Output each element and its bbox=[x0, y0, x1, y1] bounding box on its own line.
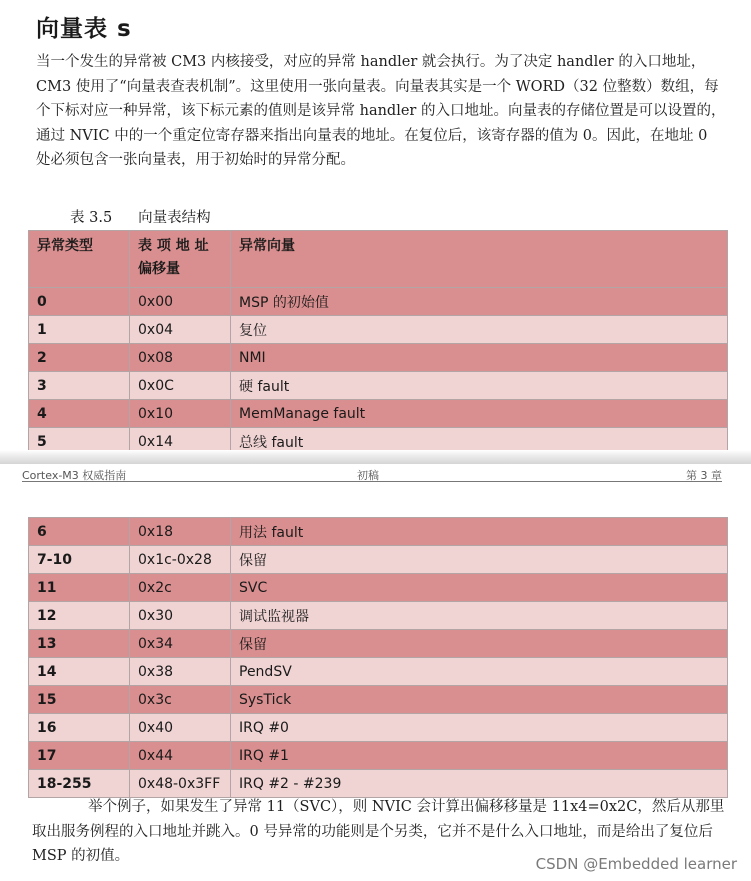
cell-offset: 0x38 bbox=[130, 658, 231, 686]
table-row bbox=[29, 372, 728, 400]
table-row bbox=[29, 400, 728, 428]
table-row bbox=[29, 714, 728, 742]
cell-type: 12 bbox=[29, 602, 130, 630]
caption-text: 向量表结构 bbox=[138, 210, 211, 226]
header-offset bbox=[130, 231, 231, 288]
csdn-watermark: CSDN @Embedded learner bbox=[535, 855, 737, 873]
header-offset-line2: 偏移量 bbox=[138, 261, 180, 277]
cell-type: 1 bbox=[29, 316, 130, 344]
page-header-center: 初稿 bbox=[357, 469, 379, 482]
page-header-left: Cortex-M3 权威指南 bbox=[22, 469, 127, 482]
table-row bbox=[29, 546, 728, 574]
vector-table-part1 bbox=[28, 230, 728, 456]
cell-offset: 0x0C bbox=[130, 372, 231, 400]
page-header-right: 第 3 章 bbox=[686, 469, 722, 482]
cell-vector: 保留 bbox=[231, 546, 728, 574]
cell-offset: 0x10 bbox=[130, 400, 231, 428]
table-caption bbox=[70, 206, 237, 227]
caption-number: 表 3.5 bbox=[70, 210, 113, 226]
table-row bbox=[29, 770, 728, 798]
header-exception-type: 异常类型 bbox=[29, 231, 130, 288]
cell-type: 16 bbox=[29, 714, 130, 742]
table-row bbox=[29, 602, 728, 630]
cell-vector: 总线 fault bbox=[231, 428, 728, 456]
page-header bbox=[22, 467, 722, 482]
cell-type: 18-255 bbox=[29, 770, 130, 798]
cell-vector: 用法 fault bbox=[231, 518, 728, 546]
cell-offset: 0x44 bbox=[130, 742, 231, 770]
header-offset-line1: 表 项 地 址 bbox=[138, 238, 209, 254]
cell-offset: 0x3c bbox=[130, 686, 231, 714]
cell-type: 7-10 bbox=[29, 546, 130, 574]
cell-type: 13 bbox=[29, 630, 130, 658]
cell-offset: 0x14 bbox=[130, 428, 231, 456]
table-row bbox=[29, 630, 728, 658]
page-title: 向量表 s bbox=[36, 16, 132, 42]
table-row bbox=[29, 742, 728, 770]
cell-type: 0 bbox=[29, 288, 130, 316]
cell-offset: 0x2c bbox=[130, 574, 231, 602]
header-vector: 异常向量 bbox=[231, 231, 728, 288]
table-row bbox=[29, 686, 728, 714]
cell-vector: MSP 的初始值 bbox=[231, 288, 728, 316]
table-row bbox=[29, 288, 728, 316]
cell-type: 11 bbox=[29, 574, 130, 602]
cell-offset: 0x04 bbox=[130, 316, 231, 344]
cell-type: 5 bbox=[29, 428, 130, 456]
table-row bbox=[29, 344, 728, 372]
cell-vector: SysTick bbox=[231, 686, 728, 714]
cell-vector: 调试监视器 bbox=[231, 602, 728, 630]
cell-offset: 0x48-0x3FF bbox=[130, 770, 231, 798]
cell-type: 4 bbox=[29, 400, 130, 428]
cell-vector: IRQ #1 bbox=[231, 742, 728, 770]
table-row bbox=[29, 658, 728, 686]
cell-vector: SVC bbox=[231, 574, 728, 602]
cell-vector: NMI bbox=[231, 344, 728, 372]
page-break-shadow bbox=[0, 450, 751, 464]
cell-offset: 0x34 bbox=[130, 630, 231, 658]
cell-vector: 复位 bbox=[231, 316, 728, 344]
intro-paragraph: 当一个发生的异常被 CM3 内核接受，对应的异常 handler 就会执行。为了决定 handler 的入口地址，CM3 使用了“向量表查表机制”。这里使用一张向量表。向量表其实是一个 WORD（32 位整数）数组，每个下标对应一种异常，该下标元素的值则是该异常 handler 的入口地址。向量表的存储位置是可以设置的，通过 NVIC 中的一个重定位寄存器来指出向量表的地址。在复位后，该寄存器的值为 0。因此，在地址 0 处必须包含一张向量表，用于初始时的异常分配。 bbox=[36, 54, 726, 169]
cell-offset: 0x30 bbox=[130, 602, 231, 630]
cell-type: 6 bbox=[29, 518, 130, 546]
cell-vector: IRQ #2 - #239 bbox=[231, 770, 728, 798]
cell-offset: 0x00 bbox=[130, 288, 231, 316]
cell-vector: 硬 fault bbox=[231, 372, 728, 400]
cell-offset: 0x18 bbox=[130, 518, 231, 546]
cell-vector: 保留 bbox=[231, 630, 728, 658]
table-header-row bbox=[29, 231, 728, 288]
table-row bbox=[29, 574, 728, 602]
table-row bbox=[29, 518, 728, 546]
cell-vector: PendSV bbox=[231, 658, 728, 686]
cell-type: 17 bbox=[29, 742, 130, 770]
cell-offset: 0x08 bbox=[130, 344, 231, 372]
vector-table-part2 bbox=[28, 517, 728, 798]
example-text: 举个例子，如果发生了异常 11（SVC），则 NVIC 会计算出偏移移量是 11x4=0x2C，然后从那里取出服务例程的入口地址并跳入。0 号异常的功能则是个另类，它并不是什么入口地址，而是给出了复位后 MSP 的初值。 bbox=[32, 799, 725, 865]
cell-type: 3 bbox=[29, 372, 130, 400]
cell-offset: 0x1c-0x28 bbox=[130, 546, 231, 574]
cell-type: 14 bbox=[29, 658, 130, 686]
cell-vector: MemManage fault bbox=[231, 400, 728, 428]
cell-offset: 0x40 bbox=[130, 714, 231, 742]
cell-vector: IRQ #0 bbox=[231, 714, 728, 742]
table-row bbox=[29, 316, 728, 344]
cell-type: 2 bbox=[29, 344, 130, 372]
cell-type: 15 bbox=[29, 686, 130, 714]
